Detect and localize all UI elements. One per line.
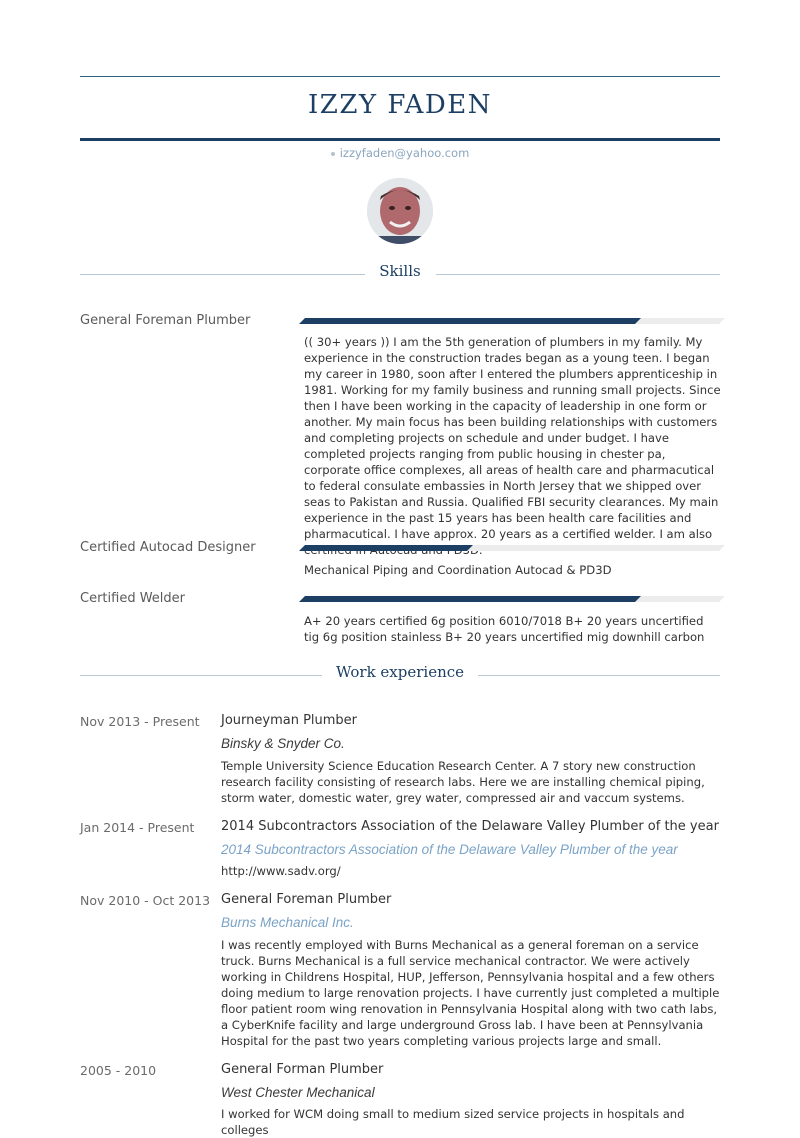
work-section-header <box>80 663 720 687</box>
job-company-link[interactable]: Burns Mechanical Inc. <box>221 915 354 930</box>
skill-name: Certified Autocad Designer <box>80 540 256 555</box>
job-description: http://www.sadv.org/ <box>221 864 341 878</box>
skills-section-header <box>80 262 720 286</box>
section-divider <box>478 675 720 676</box>
profile-photo <box>367 178 433 244</box>
job-date: Nov 2013 - Present <box>80 714 200 729</box>
job-company-link[interactable]: 2014 Subcontractors Association of the Delaware Valley Plumber of the year <box>221 842 678 857</box>
job-date: Nov 2010 - Oct 2013 <box>80 893 211 908</box>
job-description: I worked for WCM doing small to medium sized service projects in hospitals and colleges <box>221 1107 685 1137</box>
skill-level-fill <box>299 545 473 551</box>
skill-description: Mechanical Piping and Coordination Autocad & PD3D <box>304 563 612 577</box>
header-bottom-rule <box>80 138 720 141</box>
skill-description: A+ 20 years certified 6g position 6010/7018 B+ 20 years uncertified tig 6g position stainless B+ 20 years uncertified mig downhill carbon <box>304 614 705 644</box>
avatar <box>367 178 433 244</box>
job-description: I was recently employed with Burns Mechanical as a general foreman on a service truck. Burns Mechanical is a full service mechanical contractor. We were actively working in Childrens Hospital, HUP, Jefferson, Pennsylvania hospital and a few others doing medium to large renovation projects. I have currently just completed a multiple floor patient room wing renovation in Pennsylvania Hospital along with two cath labs, a CyberKnife facility and large underground Gross lab. I have been at Pennsylvania Hospital for the past two years completing various projects large and small. <box>221 938 720 1048</box>
skill-level-fill <box>299 318 641 324</box>
skill-name: Certified Welder <box>80 591 185 606</box>
section-divider <box>436 274 720 275</box>
bullet-icon <box>331 152 335 156</box>
job-title: Journeyman Plumber <box>221 713 358 728</box>
skill-level-bar <box>299 596 725 602</box>
skill-level-fill <box>299 596 641 602</box>
skills-title: Skills <box>379 262 421 280</box>
skill-level-bar <box>299 318 725 324</box>
header-top-rule <box>80 76 720 77</box>
skill-level-bar <box>299 545 725 551</box>
job-date: 2005 - 2010 <box>80 1063 157 1078</box>
candidate-name: IZZY FADEN <box>308 90 492 120</box>
work-title: Work experience <box>335 663 465 681</box>
email-link[interactable]: izzyfaden@yahoo.com <box>339 146 470 160</box>
job-company: Binsky & Snyder Co. <box>221 736 345 751</box>
job-company: West Chester Mechanical <box>221 1085 375 1100</box>
contact-row <box>0 146 800 160</box>
job-title: General Foreman Plumber <box>221 892 392 907</box>
job-description: Temple University Science Education Research Center. A 7 story new construction research facility consisting of research labs. Here we are installing chemical piping, storm water, domestic water, grey water, compressed air and vaccum systems. <box>221 759 705 805</box>
skill-description: (( 30+ years )) I am the 5th generation of plumbers in my family. My experience in the construction trades began as a young teen. I began my career in 1980, soon after I entered the plumbers apprenticeship in 1981. Working for my family business and running small projects. Since then I have been working in the capacity of leadership in one form or another. My main focus has been building relationships with customers and completing projects on schedule and under budget. I have completed projects ranging from public housing in chester pa, corporate office complexes, all areas of health care and pharmacutical to federal consulate embassies in North Jersey that we shipped over seas to Pakistan and Russia. Qualified FBI security clearances. My main experience in the past 15 years has been health care facilities and pharmacutical. I have approx. 20 years as a certified welder. I am also <box>304 335 721 541</box>
job-title: 2014 Subcontractors Association of the Delaware Valley Plumber of the year <box>221 819 719 834</box>
job-title: General Forman Plumber <box>221 1062 384 1077</box>
job-date: Jan 2014 - Present <box>80 820 195 835</box>
skill-name: General Foreman Plumber <box>80 313 251 328</box>
